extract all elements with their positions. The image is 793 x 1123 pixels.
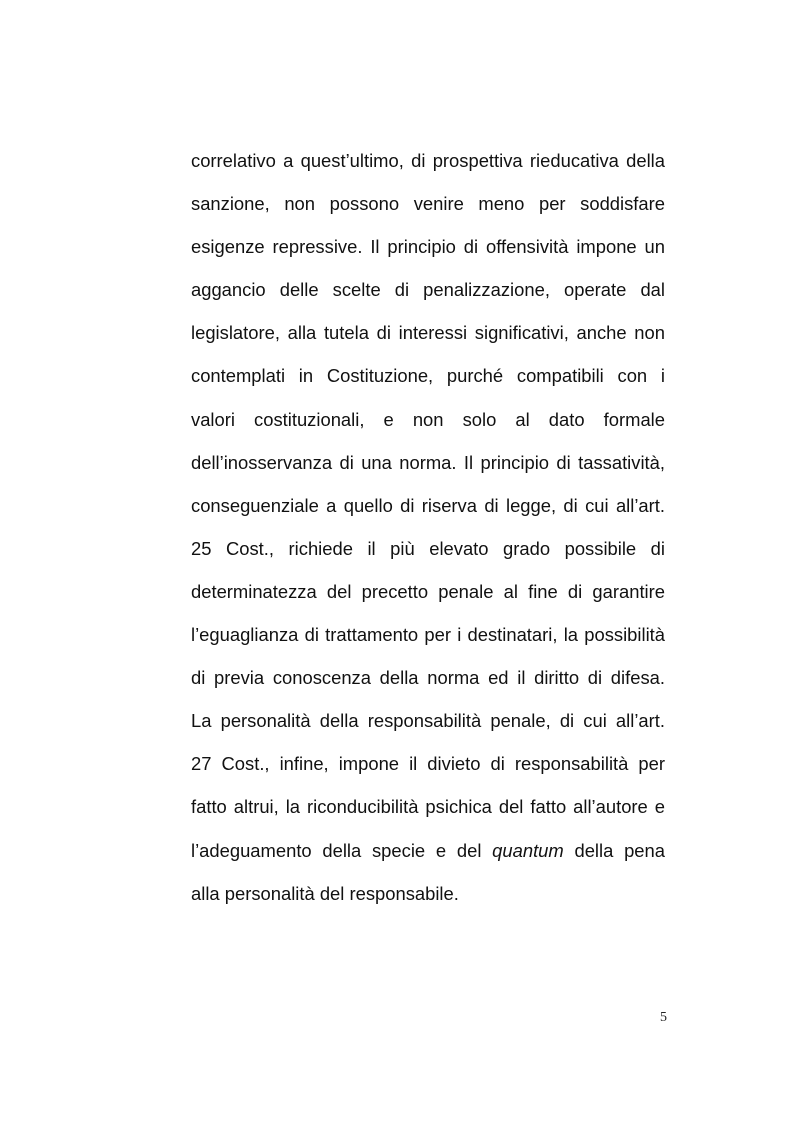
text-line: fatto altrui, la riconducibilità psichica del fatto all’autore e — [191, 796, 665, 818]
text-line: correlativo a quest’ultimo, di prospettiva rieducativa della — [191, 150, 665, 171]
text-line: contemplati in Costituzione, purché compatibili con i — [191, 365, 665, 387]
body-paragraph — [191, 139, 665, 915]
text-line: conseguenziale a quello di riserva di legge, di cui all’art. — [191, 494, 665, 516]
text-line: legislatore, alla tutela di interessi significativi, anche non — [191, 322, 665, 344]
text-line: valori costituzionali, e non solo al dato formale — [191, 408, 665, 430]
text-line: l’eguaglianza di trattamento per i destinatari, la possibilità — [191, 624, 665, 646]
page-number: 5 — [660, 1010, 667, 1025]
text-segment: l’adeguamento della specie e del — [191, 839, 493, 861]
text-line-quantum — [191, 829, 665, 872]
text-line: La personalità della responsabilità penale, di cui all’art. — [191, 710, 665, 732]
text-line: 25 Cost., richiede il più elevato grado possibile di — [191, 537, 665, 559]
text-line-final: alla personalità del responsabile. — [191, 882, 459, 904]
text-line: dell’inosservanza di una norma. Il principio di tassatività, — [191, 451, 665, 473]
text-line: aggancio delle scelte di penalizzazione, operate dal — [191, 279, 665, 301]
text-line: 27 Cost., infine, impone il divieto di responsabilità per — [191, 753, 665, 775]
text-line: di previa conoscenza della norma ed il diritto di difesa. — [191, 667, 665, 689]
text-segment: della pena — [563, 839, 665, 861]
text-line: sanzione, non possono venire meno per soddisfare — [191, 193, 665, 215]
text-line: determinatezza del precetto penale al fine di garantire — [191, 580, 665, 602]
text-line: esigenze repressive. Il principio di offensività impone un — [191, 236, 665, 258]
italic-term-quantum: quantum — [492, 839, 564, 861]
